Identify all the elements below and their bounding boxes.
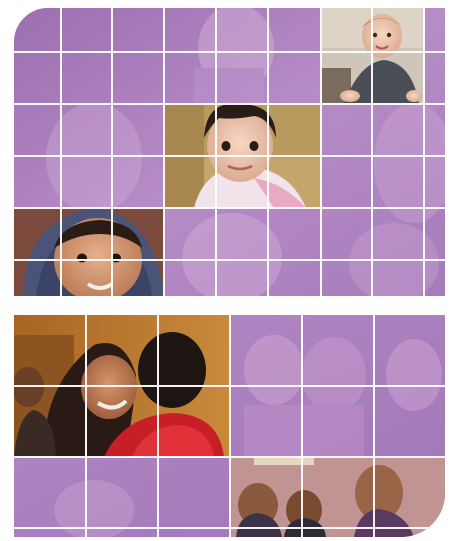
bottom-photo-collage <box>14 315 445 537</box>
top-photo-collage <box>14 8 445 296</box>
group-of-women-photo <box>230 457 445 537</box>
bottom-collage-art <box>14 315 445 537</box>
hooded-toddler-photo <box>14 208 164 296</box>
top-collage-art <box>14 8 445 296</box>
